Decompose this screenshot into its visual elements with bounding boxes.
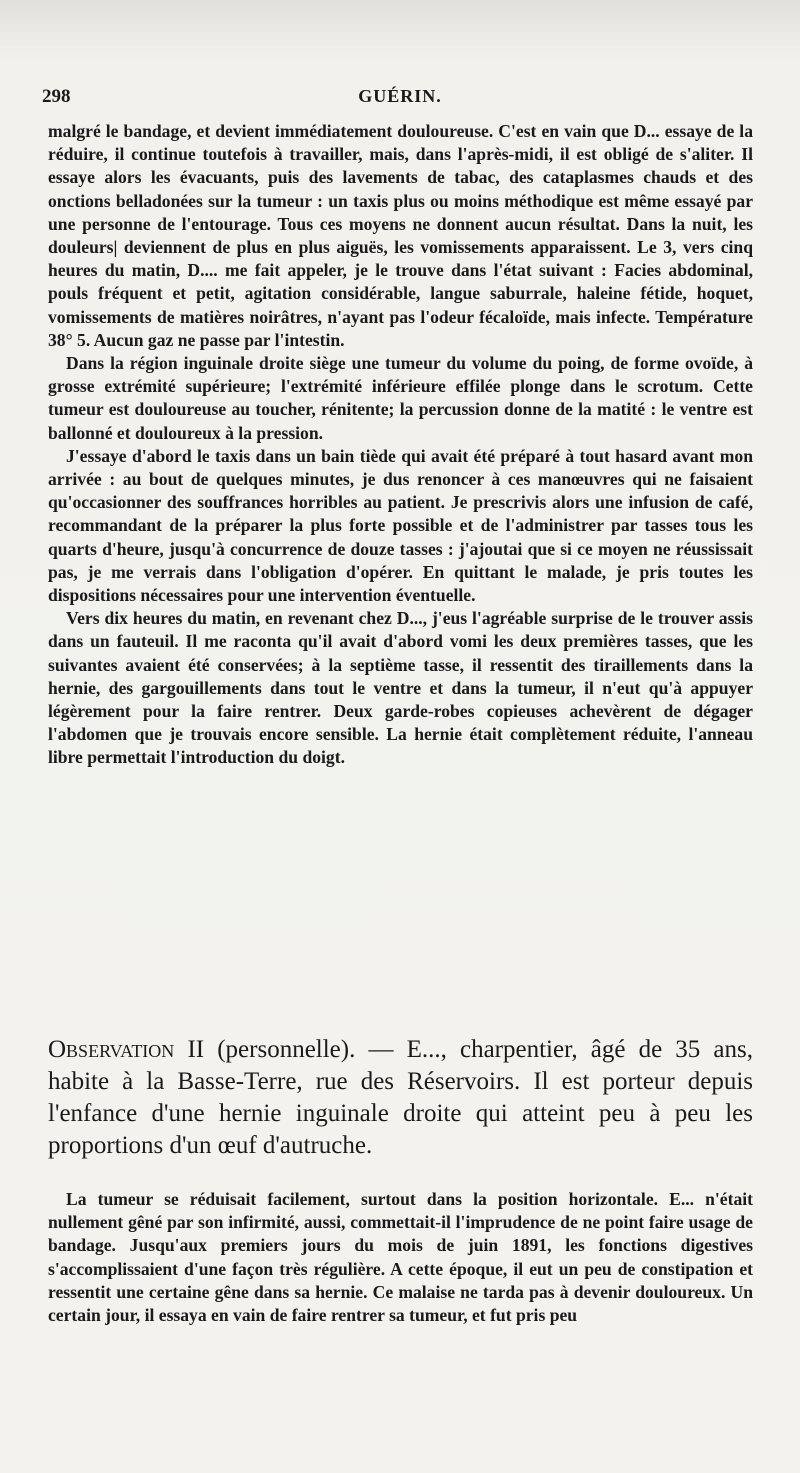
- paragraph: Vers dix heures du matin, en revenant chez D..., j'eus l'agréable surprise de le trouver assis dans un fauteuil. Il me raconta qu'il avait d'abord vomi les deux premières tasses, que les suivantes avaient été conservées; à la septième tasse, il ressentit des tiraillements dans la hernie, des gargouillements dans tout le ventre et dans la tumeur, il n'eut qu'à appuyer légèrement pour la faire rentrer. Deux garde-robes copieuses achevèrent de dégager l'abdomen que je trouvais encore sensible. La hernie était complètement réduite, l'anneau libre permettait l'introduction du doigt.: [48, 608, 753, 768]
- observation-label: Observation: [48, 1036, 175, 1063]
- paragraph: Dans la région inguinale droite siège une tumeur du volume du poing, de forme ovoïde, à grosse extrémité supérieure; l'extrémité inférieure effilée plonge dans le scrotum. Cette tumeur est douloureuse au toucher, rénitente; la percussion donne de la matité : le ventre est ballonné et douloureux à la pression.: [48, 353, 753, 443]
- case-continuation-text: [48, 120, 753, 770]
- paragraph: malgré le bandage, et devient immédiatement douloureuse. C'est en vain que D... essaye de la réduire, il continue toutefois à travailler, mais, dans l'après-midi, il est obligé de s'aliter. Il essaye alors les évacuants, puis des lavements de tabac, des cataplasmes chauds et des onctions belladonées sur la tumeur : un taxis plus ou moins méthodique est même essayé par une personne de l'entourage. Tous ces moyens ne donnent aucun résultat. Dans la nuit, les douleurs| deviennent de plus en plus aiguës, les vomissements apparaissent. Le 3, vers cinq heures du matin, D.... me fait appeler, je le trouve dans l'état suivant : Facies abdominal, pouls fréquent et petit, agitation considérable, langue saburrale, haleine fétide, hoquet, vomissements de matières noirâtres, n'ayant pas l'odeur fécaloïde, mais infecte. Température 38° 5. Aucun gaz ne passe par l'intestin.: [48, 121, 753, 350]
- paragraph: J'essaye d'abord le taxis dans un bain tiède qui avait été préparé à tout hasard avant mon arrivée : au bout de quelques minutes, je dus renoncer à ces manœuvres qui ne faisaient qu'occasionner des souffrances horribles au patient. Je prescrivis alors une infusion de café, recommandant de la préparer la plus forte possible et de l'administrer par tasses tous les quarts d'heure, jusqu'à concurrence de douze tasses : j'ajoutai que si ce moyen ne réussissait pas, je me verrais dans l'obligation d'opérer. En quittant le malade, je pris toutes les dispositions nécessaires pour une intervention éventuelle.: [48, 445, 753, 606]
- page-header: [40, 86, 760, 112]
- paragraph: La tumeur se réduisait facilement, surtout dans la position horizontale. E... n'était nullement gêné par son infirmité, aussi, commettait-il l'imprudence de ne point faire usage de bandage. Jusqu'aux premiers jours du mois de juin 1891, les fonctions digestives s'accomplissaient d'une façon très régulière. A cette époque, il eut un peu de constipation et ressentit une certaine gêne dans sa hernie. Ce malaise ne tarda pas à devenir douloureux. Un certain jour, il essaya en vain de faire rentrer sa tumeur, et fut pris peu: [48, 1189, 753, 1326]
- observation-intro: (personnelle). — E..., charpentier, âgé de 35 ans, habite à la Basse-Terre, rue des Réservoirs. Il est porteur depuis l'enfance d'une hernie inguinale droite qui atteint peu à peu les proportions d'un œuf d'autruche.: [48, 1036, 754, 1159]
- page-number: 298: [42, 86, 71, 107]
- observation-heading: [48, 1034, 753, 1162]
- running-head: GUÉRIN.: [358, 86, 442, 106]
- observation-body-text: [48, 1188, 753, 1327]
- observation-number: II: [187, 1036, 205, 1063]
